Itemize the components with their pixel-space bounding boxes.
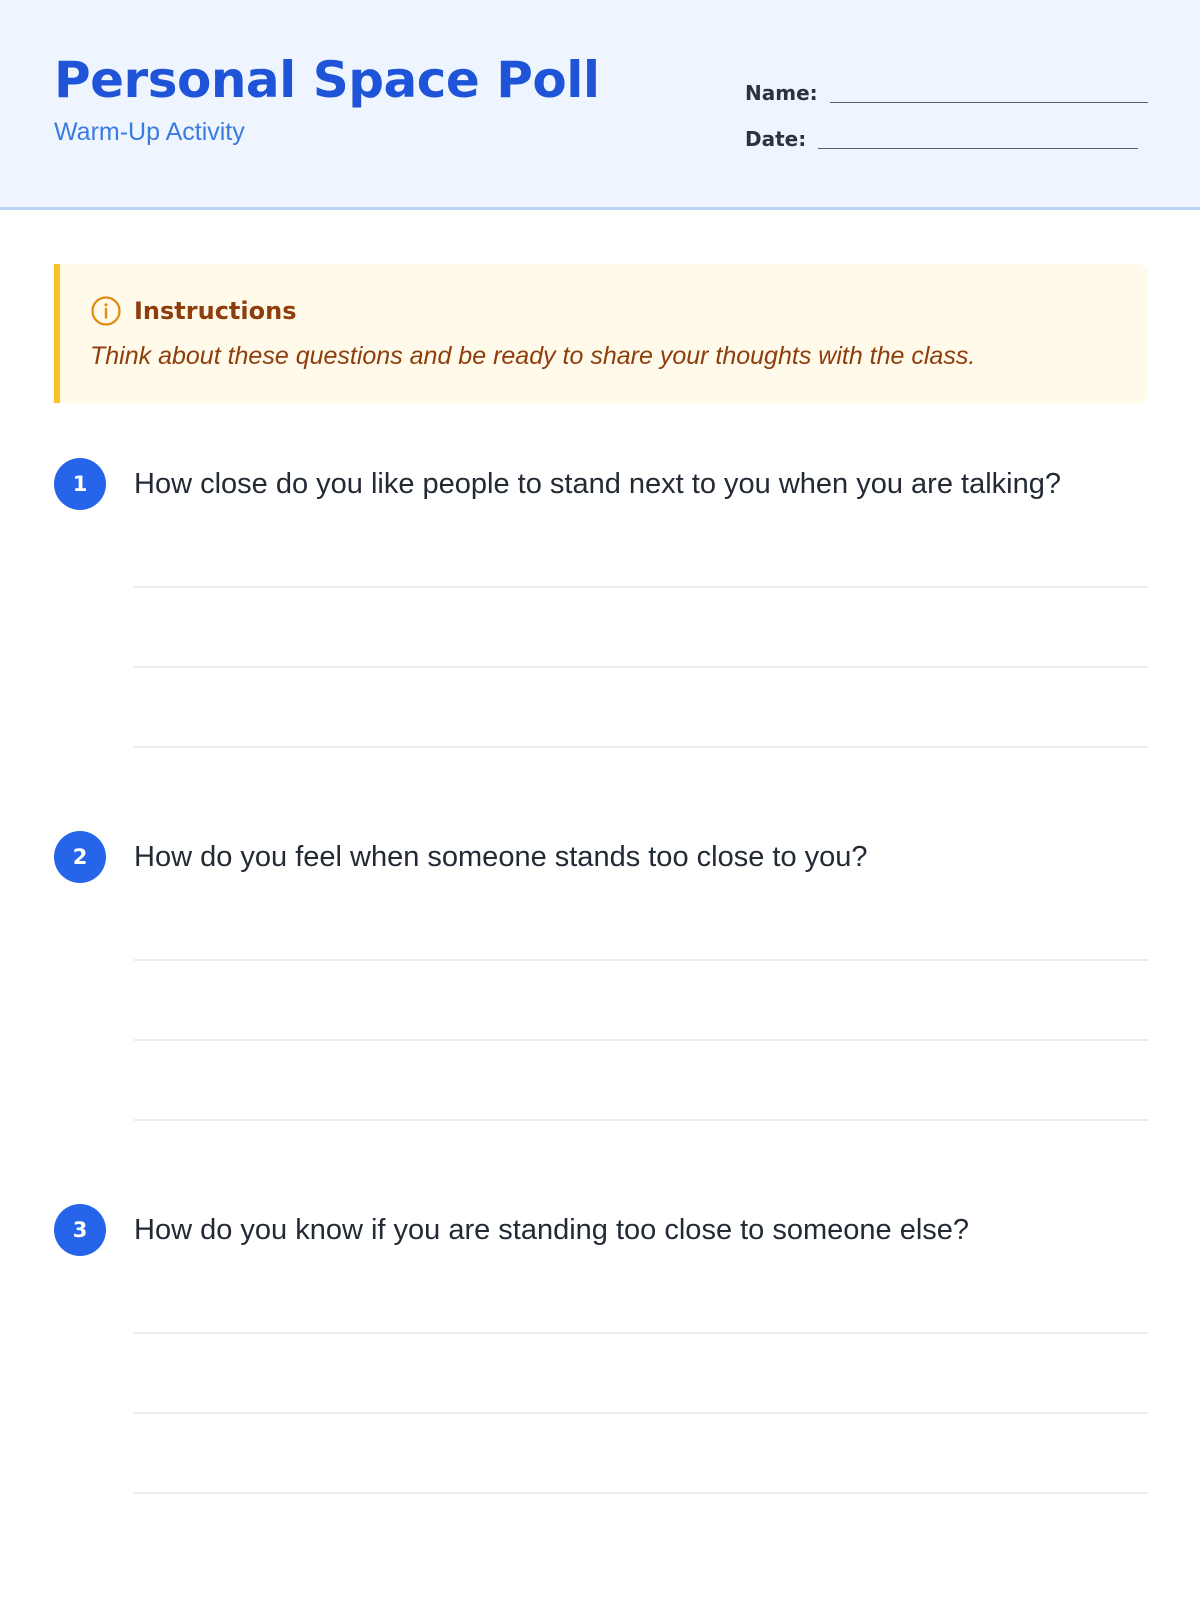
- question-text: How do you know if you are standing too close to someone else?: [134, 1214, 970, 1246]
- answer-line[interactable]: [134, 1039, 1148, 1041]
- question-text: How close do you like people to stand next to you when you are talking?: [134, 468, 1061, 500]
- instructions-text: Think about these questions and be ready to share your thoughts with the class.: [90, 342, 976, 370]
- instructions-box: [54, 264, 1148, 403]
- answer-line[interactable]: [134, 1412, 1148, 1414]
- answer-line[interactable]: [134, 1492, 1148, 1494]
- date-field[interactable]: [745, 121, 1138, 151]
- question-number-badge: 1: [54, 458, 106, 510]
- answer-line[interactable]: [134, 1332, 1148, 1334]
- date-label: Date:: [745, 127, 807, 151]
- answer-line[interactable]: [134, 746, 1148, 748]
- name-label: Name:: [745, 81, 818, 105]
- answer-line[interactable]: [134, 666, 1148, 668]
- page-subtitle: Warm-Up Activity: [54, 118, 245, 146]
- question-1: [54, 458, 1148, 778]
- worksheet-header: [0, 0, 1200, 210]
- question-number-badge: 2: [54, 831, 106, 883]
- page-title: Personal Space Poll: [54, 51, 600, 109]
- date-blank-line[interactable]: [818, 148, 1138, 149]
- question-text: How do you feel when someone stands too close to you?: [134, 841, 868, 873]
- question-number-badge: 3: [54, 1204, 106, 1256]
- answer-line[interactable]: [134, 1119, 1148, 1121]
- info-circle-icon: [90, 295, 122, 327]
- answer-line[interactable]: [134, 959, 1148, 961]
- name-field[interactable]: [745, 75, 1148, 105]
- question-3: [54, 1204, 1148, 1524]
- question-2: [54, 831, 1148, 1151]
- answer-line[interactable]: [134, 586, 1148, 588]
- instructions-heading: [90, 295, 296, 327]
- instructions-title: Instructions: [134, 297, 297, 325]
- name-blank-line[interactable]: [830, 102, 1148, 103]
